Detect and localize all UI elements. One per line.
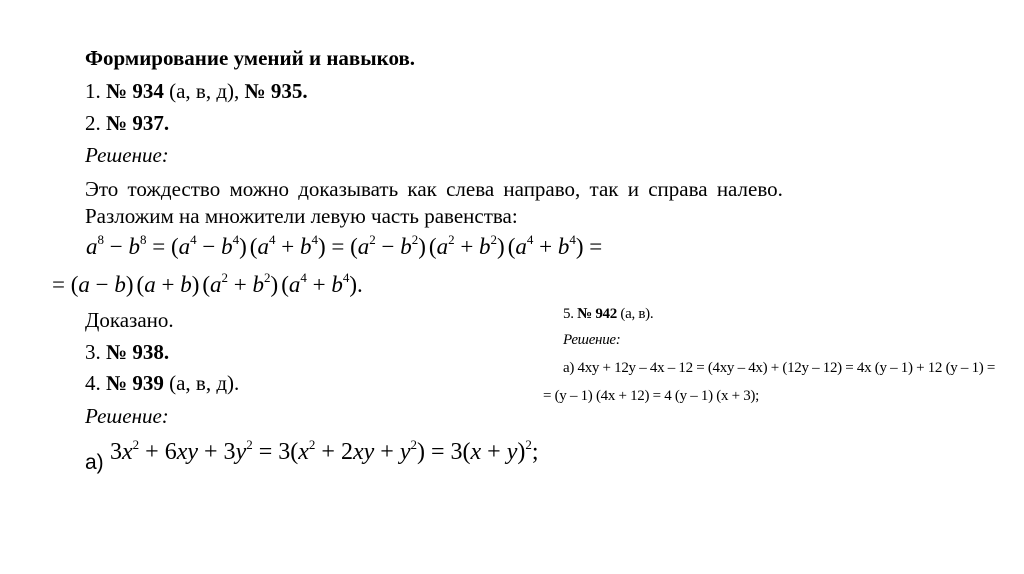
- proved-text: Доказано.: [85, 308, 174, 332]
- part-a-label: а): [85, 451, 104, 474]
- page-heading: Формирование умений и навыков.: [85, 46, 416, 70]
- task-4-parts: (а, в, д).: [163, 371, 240, 395]
- task-3-number: 3.: [85, 340, 101, 364]
- side-task-ref: № 942: [577, 306, 617, 322]
- task-line-2: [85, 110, 169, 136]
- formula-line-2: = (a − b) (a + b) $(a^2 + b^2) (a^4 + b^4)$.: [52, 270, 363, 297]
- explanation-text-1: Это тождество можно доказывать как слева направо, так и справа налево.: [85, 177, 783, 201]
- task-2-number: 2.: [85, 111, 101, 135]
- solution-label-2: Решение:: [85, 404, 169, 428]
- formula-part-a: $3x^2 + 6xy + 3y^2 = 3(x^2 + 2xy + y^2) = 3(x + y)^2$;: [110, 437, 539, 465]
- side-task-title: [563, 304, 653, 324]
- task-3-ref: № 938.: [106, 340, 170, 364]
- task-line-3: [85, 339, 169, 365]
- task-2-ref: № 937.: [106, 111, 170, 135]
- task-1-ref: № 934: [106, 79, 164, 103]
- task-4-number: 4.: [85, 371, 101, 395]
- task-4-ref: № 939: [106, 371, 164, 395]
- side-formula-line-2: = (y – 1) (4x + 12) = 4 (y – 1) (x + 3);: [543, 388, 759, 404]
- solution-label: Решение:: [85, 143, 169, 167]
- side-formula-line-1: а) 4xy + 12y – 4x – 12 = (4xy – 4x) + (12y – 12) = 4x (y – 1) + 12 (y – 1) =: [563, 360, 996, 376]
- side-solution-label: Решение:: [563, 332, 621, 348]
- side-task-number: 5.: [563, 306, 574, 322]
- task-1-ref-2: № 935.: [244, 79, 308, 103]
- task-line-4: [85, 370, 239, 396]
- explanation-text-2: Разложим на множители левую часть равенства:: [85, 204, 518, 228]
- task-line-1: [85, 78, 308, 104]
- task-1-parts: (а, в, д),: [163, 79, 245, 103]
- task-1-number: 1.: [85, 79, 101, 103]
- formula-line-1: $a^8 - b^8 = (a^4 - b^4) (a^4 + b^4) = (a^2 - b^2) (a^2 + b^2) (a^4 + b^4)$ =: [86, 232, 603, 259]
- side-task-parts: (а, в).: [616, 306, 654, 322]
